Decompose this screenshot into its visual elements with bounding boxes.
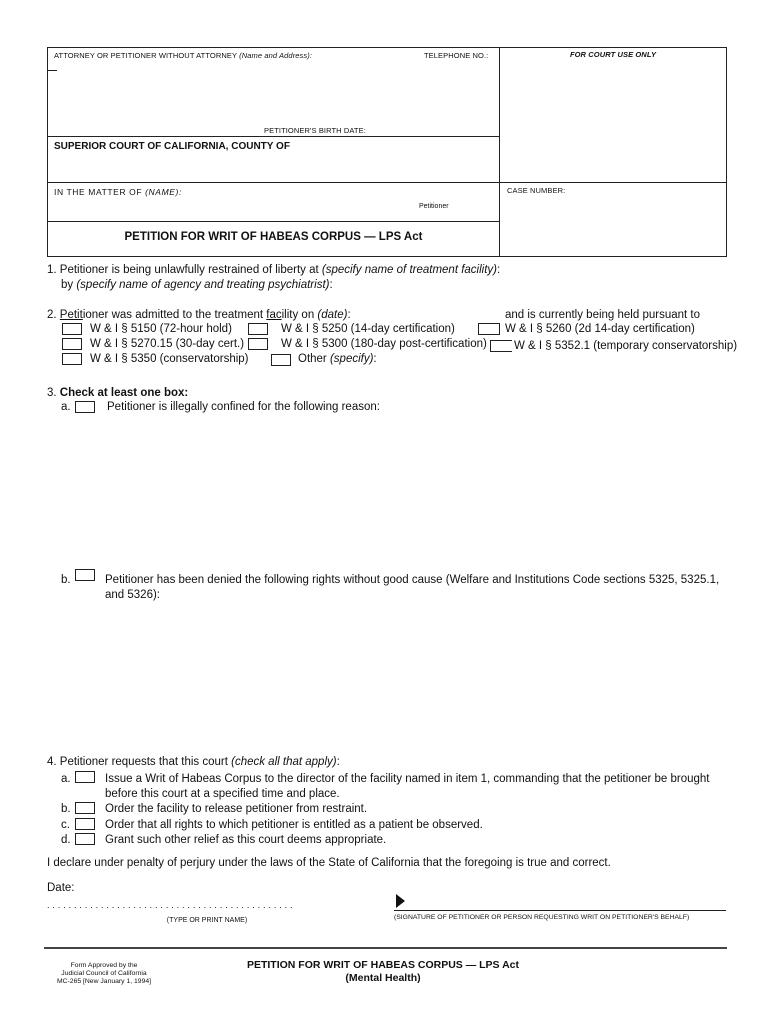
checkbox-5300[interactable] [248,338,268,350]
option-other-label: Other (specify): [298,353,377,365]
caption-divider [499,47,500,257]
caption-left-border [47,47,48,257]
option-5250-label: W & I § 5250 (14-day certification) [281,323,455,335]
checkbox-other[interactable] [271,354,291,366]
print-name-dotted-line: . . . . . . . . . . . . . . . . . . . . . . . . . . . . . . . . . . . . . . . . . . . . . . [47,900,293,910]
checkbox-5260[interactable] [478,323,500,335]
item-4d-text: Grant such other relief as this court deems appropriate. [105,834,387,846]
signature-arrow-icon [396,894,406,908]
item-4a-letter: a. [61,773,71,785]
item-2-heading: 2. Petitioner was admitted to the treatment facility on (date): [47,309,351,321]
caption-right-border [726,47,727,257]
form-title: PETITION FOR WRIT OF HABEAS CORPUS — LPS Act [124,231,423,243]
matter-label: IN THE MATTER OF (NAME): [54,187,182,197]
checkbox-3b[interactable] [75,569,95,581]
birth-date-label: PETITIONER'S BIRTH DATE: [264,126,366,135]
signature-field[interactable] [408,890,726,910]
telephone-field[interactable] [420,62,494,76]
footer-title: PETITION FOR WRIT OF HABEAS CORPUS — LPS Act (Mental Health) [246,959,520,984]
option-5260-label: W & I § 5260 (2d 14-day certification) [505,323,695,335]
item-1-line-2: by (specify name of agency and treating psychiatrist): [61,279,333,291]
caption-bottom-border [47,256,727,257]
checkbox-4b[interactable] [75,802,95,814]
case-number-label: CASE NUMBER: [507,186,566,195]
rule-county [47,182,727,183]
court-label: SUPERIOR COURT OF CALIFORNIA, COUNTY OF [54,141,290,152]
checkbox-4c[interactable] [75,818,95,830]
signature-label: (SIGNATURE OF PETITIONER OR PERSON REQUESTING WRIT ON PETITIONER'S BEHALF) [394,914,690,921]
item-4d-letter: d. [61,834,71,846]
signature-line [394,910,726,911]
petitioner-label: Petitioner [419,203,449,210]
item-3a-text: Petitioner is illegally confined for the following reason: [107,401,380,413]
checkbox-3a[interactable] [75,401,95,413]
checkbox-5270-15[interactable] [62,338,82,350]
caption-top-border [47,47,727,48]
checkbox-5150[interactable] [62,323,82,335]
item-3-heading: 3. Check at least one box: [47,387,189,399]
rule-matter [47,221,500,222]
illegal-confinement-reason-field[interactable] [107,418,726,563]
option-5300-label: W & I § 5300 (180-day post-certification) [281,338,487,350]
denied-rights-field[interactable] [105,606,726,746]
declaration-text: I declare under penalty of perjury under the laws of the State of California that the foregoing is true and correct. [47,857,611,869]
address-tick [47,70,57,71]
item-4b-text: Order the facility to release petitioner from restraint. [105,803,368,815]
item-3b-text: Petitioner has been denied the following rights without good cause (Welfare and Institutions Code sections 5325, 5325.1, and 5326): [105,574,720,601]
checkbox-5250[interactable] [248,323,268,335]
checkbox-5352-1[interactable] [490,340,512,352]
item-3b-letter: b. [61,574,71,586]
held-pursuant-label: and is currently being held pursuant to [505,309,700,321]
option-5350-label: W & I § 5350 (conservatorship) [90,353,249,365]
other-specify-field[interactable] [380,352,726,366]
item-3a-letter: a. [61,401,71,413]
item-4a-text: Issue a Writ of Habeas Corpus to the director of the facility named in item 1, commanding that the petitioner be brought before this court at a specified time and place. [105,773,710,800]
telephone-label: TELEPHONE NO.: [424,51,489,60]
item-4c-text: Order that all rights to which petitioner is entitled as a patient be observed. [105,819,483,831]
option-5270-15-label: W & I § 5270.15 (30-day cert.) [90,338,245,350]
item-4c-letter: c. [61,819,70,831]
option-5150-label: W & I § 5150 (72-hour hold) [90,323,232,335]
date-label: Date: [47,882,75,894]
checkbox-4a[interactable] [75,771,95,783]
item-1-line-1: 1. Petitioner is being unlawfully restrained of liberty at (specify name of treatment facility): [47,264,501,276]
admission-date-field[interactable] [360,308,490,322]
birth-date-field[interactable] [370,124,494,136]
case-number-field[interactable] [507,198,721,250]
item-4b-letter: b. [61,803,71,815]
form-approval-note: Form Approved by the Judicial Council of California MC-265 [New January 1, 1994] [56,962,152,985]
checkbox-5350[interactable] [62,353,82,365]
checkbox-4d[interactable] [75,833,95,845]
county-field[interactable] [54,155,494,179]
option-5352-1-label: W & I § 5352.1 (temporary conservatorship) [514,340,738,352]
agency-psychiatrist-field[interactable] [340,278,726,292]
print-name-label: (TYPE OR PRINT NAME) [166,917,248,924]
matter-name-field[interactable] [150,185,490,199]
treatment-facility-field[interactable] [496,263,726,277]
rule-birthdate [47,136,500,137]
court-use-label: FOR COURT USE ONLY [569,50,657,59]
footer-rule [44,947,727,949]
print-name-field[interactable] [47,890,367,906]
attorney-label: ATTORNEY OR PETITIONER WITHOUT ATTORNEY (Name and Address): [54,51,313,60]
item-4-heading: 4. Petitioner requests that this court (check all that apply): [47,756,340,768]
